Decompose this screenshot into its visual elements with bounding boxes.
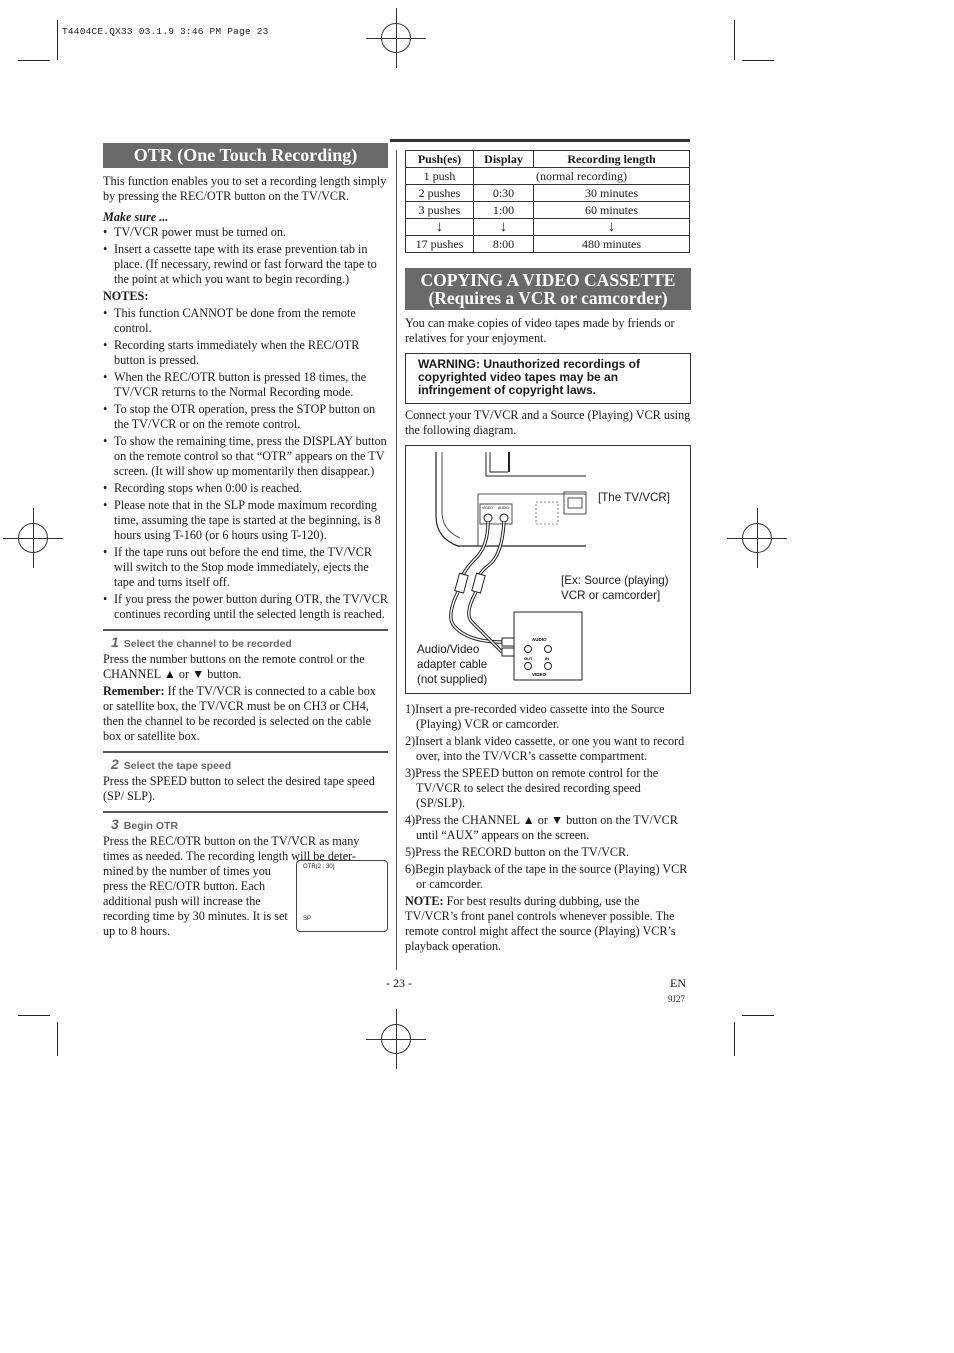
connect-text: Connect your TV/VCR and a Source (Playing) VCR using the following diagram. [405,408,691,437]
registration-mark [18,523,48,553]
down-arrow-icon: ↓ [406,219,474,236]
tv-jack-video-label: VIDEO [482,506,493,510]
screen-speed-readout: SP [303,916,312,922]
list-item: 5)Press the RECORD button on the TV/VCR. [405,845,630,859]
list-item: • If the tape runs out before the end time, the TV/VCR will switch to the Stop mode immediately, ejects the tape and turns itself off. [103,545,388,590]
down-arrow-icon: ↓ [534,219,690,236]
table-header-row [406,151,690,168]
list-item: • When the REC/OTR button is pressed 18 times, the TV/VCR returns to the Normal Recording mode. [103,370,388,400]
list-item: • If you press the power button during OTR, the TV/VCR continues recording until the selected length is reached. [103,592,388,622]
otr-title: OTR (One Touch Recording) [103,143,388,168]
notes-list [103,306,388,622]
remember-text: If the TV/VCR is connected to a cable box or satellite box, the TV/VCR must be on CH3 or CH4, then the channel to be recorded is selected on the cable box or satellite box. [103,684,376,743]
language-code: EN [670,976,686,990]
step-3-text-cont: mined by the number of times you press the REC/OTR button. Each additional push will increase the recording time by 30 minutes. It is set up to 8 hours. [103,864,288,938]
registration-mark [742,523,772,553]
step-1-text: Press the number buttons on the remote control or the CHANNEL ▲ or ▼ button. [103,652,365,681]
table-cell: 3 pushes [406,202,474,219]
copy-note [405,894,691,954]
otr-section [103,143,388,939]
table-row [406,185,690,202]
crop-mark [734,20,735,60]
tv-jack-audio-label: AUDIO [498,506,510,510]
crop-mark [57,20,58,60]
screen-otr-readout: OTR(2 : 30) [303,864,335,870]
table-cell: 17 pushes [406,236,474,253]
list-item: 1)Insert a pre-recorded video cassette into the Source (Playing) VCR or camcorder. [405,702,665,731]
table-cell: 2 pushes [406,185,474,202]
table-cell: 1:00 [474,202,534,219]
note-text: For best results during dubbing, use the TV/VCR’s front panel controls whenever possible. The remote control might affect the source (Playing) VCR’s playback operation. [405,894,676,953]
table-row [406,168,690,185]
list-item: • Recording starts immediately when the REC/OTR button is pressed. [103,338,388,368]
list-item: 3)Press the SPEED button on remote control for the TV/VCR to select the desired recording speed (SP/SLP). [405,766,659,810]
panel-out-label: OUT [524,656,533,661]
registration-mark [381,1024,411,1054]
document-code: 9J27 [668,994,686,1004]
table-cell: (normal recording) [474,168,690,185]
table-cell: 480 minutes [534,236,690,253]
column-header: Push(es) [406,151,474,168]
step-title: Select the channel to be recorded [123,638,292,650]
copy-title [405,268,691,310]
recording-length-table [405,150,690,253]
right-column [405,150,691,954]
column-divider [396,150,397,970]
list-item: • To show the remaining time, press the DISPLAY button on the remote control so that “OTR” appears on the TV screen. (It will show up momentarily then disappear.) [103,434,388,479]
step-2-header [103,751,388,774]
step-3-header [103,811,388,834]
page-number: - 23 - [386,976,412,990]
top-rule [390,139,690,142]
step-title: Select the tape speed [123,760,232,772]
crop-mark [18,60,50,61]
crop-mark [57,1022,58,1056]
cable-label-1: Audio/Video [417,643,480,656]
step-3-body [103,834,388,939]
crop-mark [742,60,774,61]
crop-mark [734,1022,735,1056]
source-vcr-label-2: VCR or camcorder] [561,589,661,602]
list-item: 4)Press the CHANNEL ▲ or ▼ button on the TV/VCR until “AUX” appears on the screen. [405,813,678,842]
step-title: Begin OTR [123,820,179,832]
list-item: 2)Insert a blank video cassette, or one you want to record over, into the TV/VCR’s cassette compartment. [405,734,685,763]
otr-intro: This function enables you to set a recording length simply by pressing the REC/OTR button on the TV/VCR. [103,174,387,203]
list-item: • To stop the OTR operation, press the STOP button on the TV/VCR or on the remote control. [103,402,388,432]
step-3-text: Press the REC/OTR button on the TV/VCR as many times as needed. The recording length will be deter- [103,834,360,863]
cable-label-2: adapter cable [417,658,488,671]
step-1-header [103,629,388,652]
cable-label-3: (not supplied) [417,673,488,686]
list-item: 6)Begin playback of the tape in the source (Playing) VCR or camcorder. [405,862,688,891]
step-number: 2 [111,756,119,772]
table-cell: 1 push [406,168,474,185]
table-cell: 60 minutes [534,202,690,219]
down-arrow-icon: ↓ [474,219,534,236]
step-1-remember [103,684,388,744]
source-vcr-label-1: [Ex: Source (playing) [561,574,669,587]
copy-title-line-2: (Requires a VCR or camcorder) [428,288,668,308]
list-item: • TV/VCR power must be turned on. [103,225,388,240]
copyright-warning: WARNING: Unauthorized recordings of copyrighted video tapes may be an infringement of copyright laws. [405,353,691,404]
column-header: Display [474,151,534,168]
step-2-text: Press the SPEED button to select the desired tape speed (SP/ SLP). [103,774,375,803]
connection-diagram [405,445,691,694]
table-row [406,202,690,219]
table-cell: 8:00 [474,236,534,253]
crop-mark [18,1015,50,1016]
print-slug: T4404CE.QX33 03.1.9 3:46 PM Page 23 [62,26,269,37]
panel-in-label: IN [545,656,549,661]
copy-title-line-1: COPYING A VIDEO CASSETTE [420,270,676,290]
step-number: 3 [111,816,119,832]
make-sure-list [103,225,388,287]
table-row [406,219,690,236]
list-item: • This function CANNOT be done from the remote control. [103,306,388,336]
list-item: • Insert a cassette tape with its erase prevention tab in place. (If necessary, rewind or fast forward the tape to the point at which you want to begin recording.) [103,242,388,287]
table-row [406,236,690,253]
list-item: • Please note that in the SLP mode maximum recording time, assuming the tape is started at the beginning, is 8 hours using T-160 (or 6 hours using T-120). [103,498,388,543]
tv-screen-display [296,860,388,932]
make-sure-label: Make sure ... [103,210,169,224]
crop-mark [742,1015,774,1016]
list-item: • Recording stops when 0:00 is reached. [103,481,388,496]
note-label: NOTE: [405,894,444,908]
column-header: Recording length [534,151,690,168]
notes-label: NOTES: [103,289,149,303]
panel-audio-label: AUDIO [532,637,547,642]
remember-label: Remember: [103,684,165,698]
table-cell: 0:30 [474,185,534,202]
step-number: 1 [111,634,119,650]
registration-mark [381,23,411,53]
table-cell: 30 minutes [534,185,690,202]
tv-vcr-label: [The TV/VCR] [598,491,670,504]
copy-intro: You can make copies of video tapes made by friends or relatives for your enjoyment. [405,316,675,345]
panel-video-label: VIDEO [532,672,547,677]
copy-steps [405,702,691,892]
